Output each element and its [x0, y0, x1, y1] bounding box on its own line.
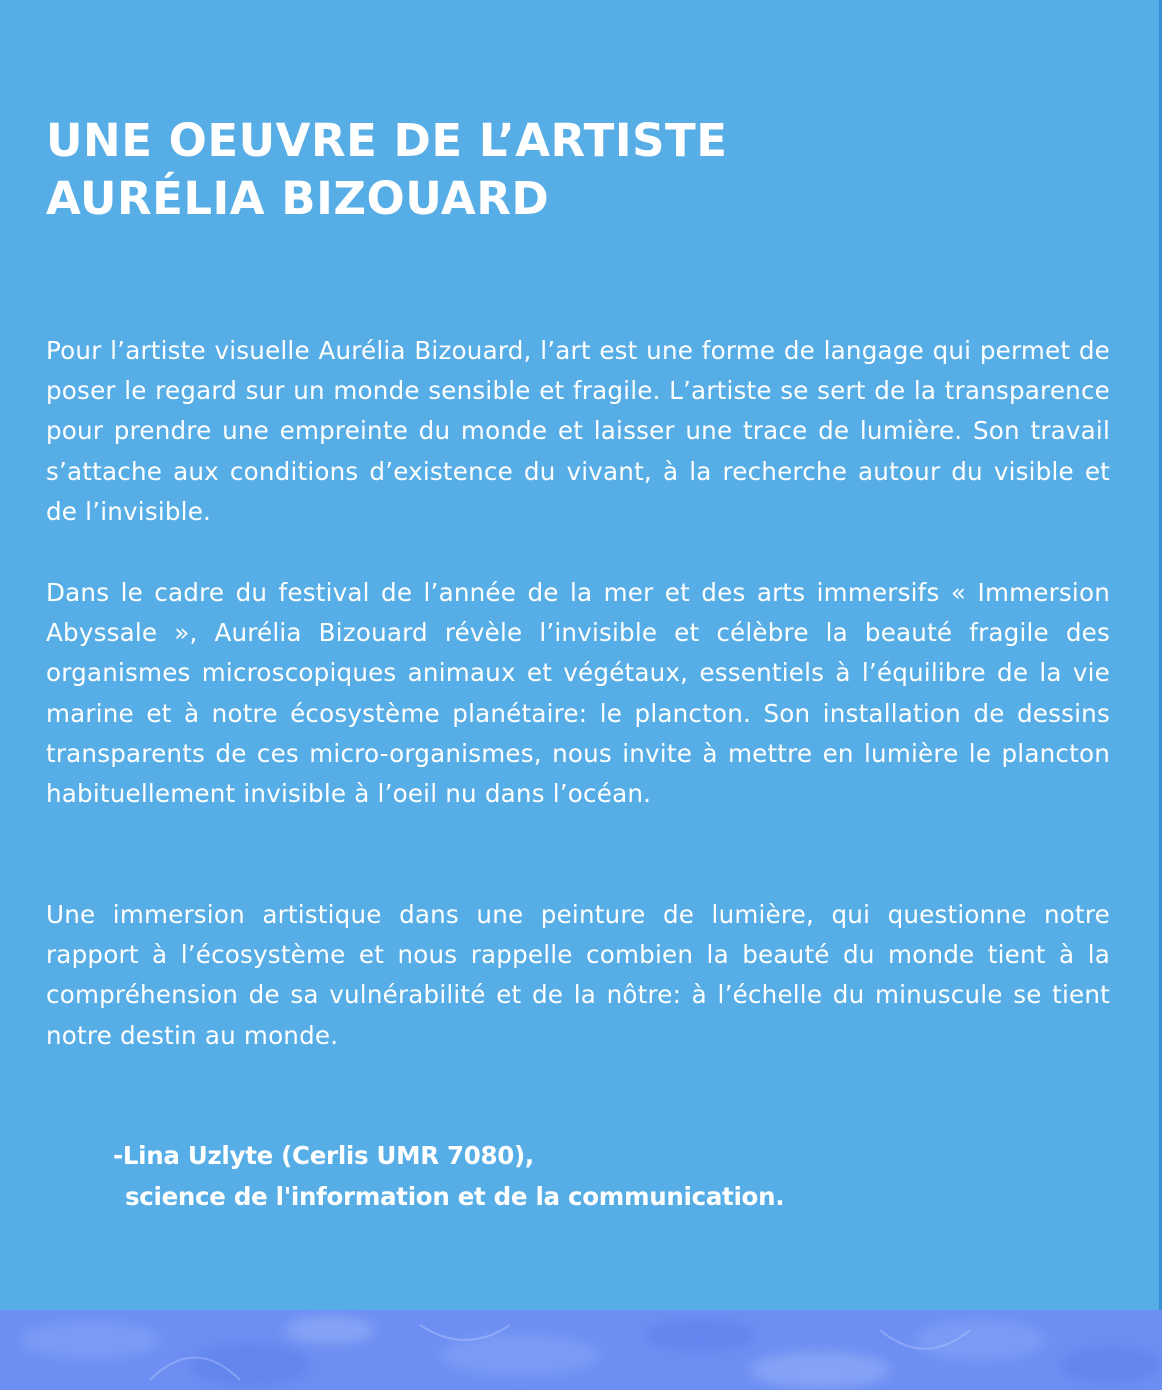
- paragraph-immersion: Une immersion artistique dans une peinture de lumière, qui questionne notre rapport à l’écosystème et nous rappelle combien la beauté du monde tient à la compréhension de sa vulnérabilité et de la nôtre: à l’échelle du minuscule se tient notre destin au monde.: [46, 900, 1110, 1050]
- paragraph-festival: Dans le cadre du festival de l’année de la mer et des arts immersifs « Immersion Abyssale », Aurélia Bizouard révèle l’invisible et célèbre la beauté fragile des organismes microscopiques animaux et végétaux, essentiels à l’équilibre de la vie marine et à notre écosystème planétaire: le plancton. Son installation de dessins transparents de ces micro-organismes, nous invite à mettre en lumière le plancton habituellement invisible à l’oeil nu dans l’océan.: [46, 578, 1110, 809]
- section-title-line-1: UNE OEUVRE DE L’ARTISTE: [46, 114, 728, 167]
- plankton-texture-image: [0, 1310, 1162, 1390]
- section-title: [46, 112, 727, 228]
- signature-name: -Lina Uzlyte (Cerlis UMR 7080),: [113, 1141, 534, 1170]
- author-signature: [113, 1136, 784, 1217]
- paragraph-artist-intro: Pour l’artiste visuelle Aurélia Bizouard, l’art est une forme de langage qui permet de poser le regard sur un monde sensible et fragile. L’artiste se sert de la transparence pour prendre une empreinte du monde et laisser une trace de lumière. Son travail s’attache aux conditions d’existence du vivant, à la recherche autour du visible et de l’invisible.: [46, 336, 1110, 526]
- bottom-decorative-band: [0, 1310, 1162, 1390]
- section-title-line-2: AURÉLIA BIZOUARD: [46, 172, 550, 225]
- signature-affiliation: science de l'information et de la communication.: [125, 1181, 785, 1211]
